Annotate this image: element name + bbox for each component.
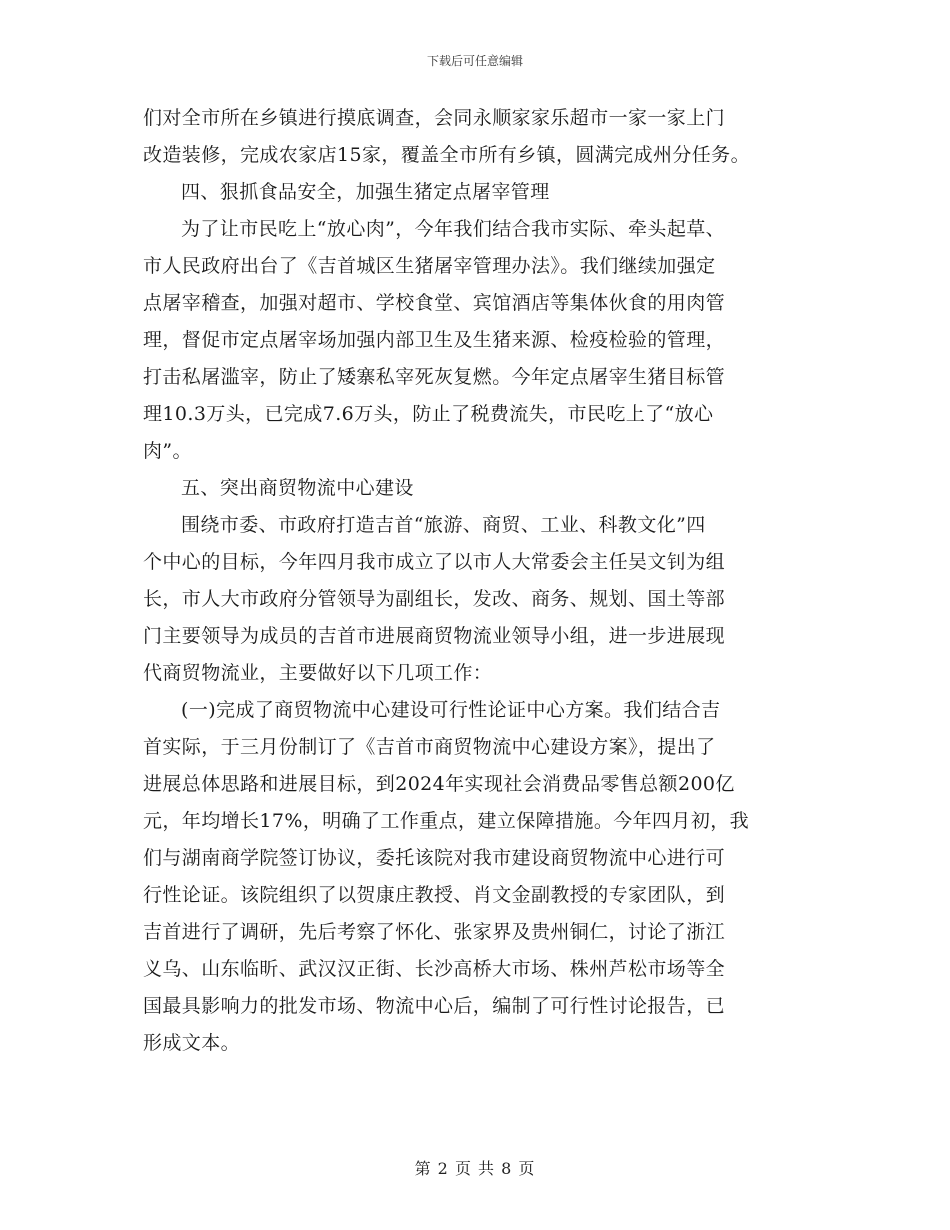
text-line: 改造装修，完成农家店15家，覆盖全市所有乡镇，圆满完成州分任务。 bbox=[143, 144, 750, 166]
text-line: 吉首进行了调研，先后考察了怀化、张家界及贵州铜仁，讨论了浙江 bbox=[143, 921, 726, 943]
text-line: 个中心的目标，今年四月我市成立了以市人大常委会主任吴文钊为组 bbox=[143, 551, 726, 573]
text-line: 四、狠抓食品安全，加强生猪定点屠宰管理 bbox=[181, 181, 550, 203]
text-line: 义乌、山东临昕、武汉汉正街、长沙高桥大市场、株州芦松市场等全 bbox=[143, 958, 726, 980]
text-line: 门主要领导为成员的吉首市进展商贸物流业领导小组，进一步进展现 bbox=[143, 625, 726, 647]
text-line: 围绕市委、市政府打造吉首“旅游、商贸、工业、科教文化”四 bbox=[181, 514, 706, 536]
text-line: 国最具影响力的批发市场、物流中心后，编制了可行性讨论报告，已 bbox=[143, 995, 726, 1017]
text-line: 打击私屠滥宰，防止了矮寨私宰死灰复燃。今年定点屠宰生猪目标管 bbox=[143, 366, 726, 388]
text-line: (一)完成了商贸物流中心建设可行性论证中心方案。我们结合吉 bbox=[181, 699, 721, 721]
text-line: 形成文本。 bbox=[143, 1032, 241, 1054]
text-line: 进展总体思路和进展目标，到2024年实现社会消费品零售总额200亿 bbox=[143, 773, 735, 795]
text-line: 为了让市民吃上“放心肉”，今年我们结合我市实际、牵头起草、 bbox=[181, 218, 726, 240]
text-line: 肉”。 bbox=[143, 440, 192, 462]
text-line: 代商贸物流业，主要做好以下几项工作： bbox=[143, 662, 493, 684]
text-line: 长，市人大市政府分管领导为副组长，发改、商务、规划、国土等部 bbox=[143, 588, 726, 610]
text-line: 市人民政府出台了《吉首城区生猪屠宰管理办法》。我们继续加强定 bbox=[143, 255, 716, 277]
page-header: 下载后可任意编辑 bbox=[426, 54, 523, 68]
text-line: 行性论证。该院组织了以贺康庄教授、肖文金副教授的专家团队，到 bbox=[143, 884, 726, 906]
document-body bbox=[143, 100, 808, 1062]
text-line: 元，年均增长17%，明确了工作重点，建立保障措施。今年四月初，我 bbox=[143, 810, 750, 832]
text-line: 理，督促市定点屠宰场加强内部卫生及生猪来源、检疫检验的管理， bbox=[143, 329, 726, 351]
text-line: 理10.3万头，已完成7.6万头，防止了税费流失，市民吃上了“放心 bbox=[143, 403, 714, 425]
text-line: 五、突出商贸物流中心建设 bbox=[181, 477, 414, 499]
text-line: 首实际，于三月份制订了《吉首市商贸物流中心建设方案》，提出了 bbox=[143, 736, 716, 758]
text-line: 们与湖南商学院签订协议，委托该院对我市建设商贸物流中心进行可 bbox=[143, 847, 726, 869]
text-line: 点屠宰稽查，加强对超市、学校食堂、宾馆酒店等集体伙食的用肉管 bbox=[143, 292, 726, 314]
page-number: 第 2 页 共 8 页 bbox=[414, 1159, 536, 1178]
text-line: 们对全市所在乡镇进行摸底调查，会同永顺家家乐超市一家一家上门 bbox=[143, 107, 726, 129]
